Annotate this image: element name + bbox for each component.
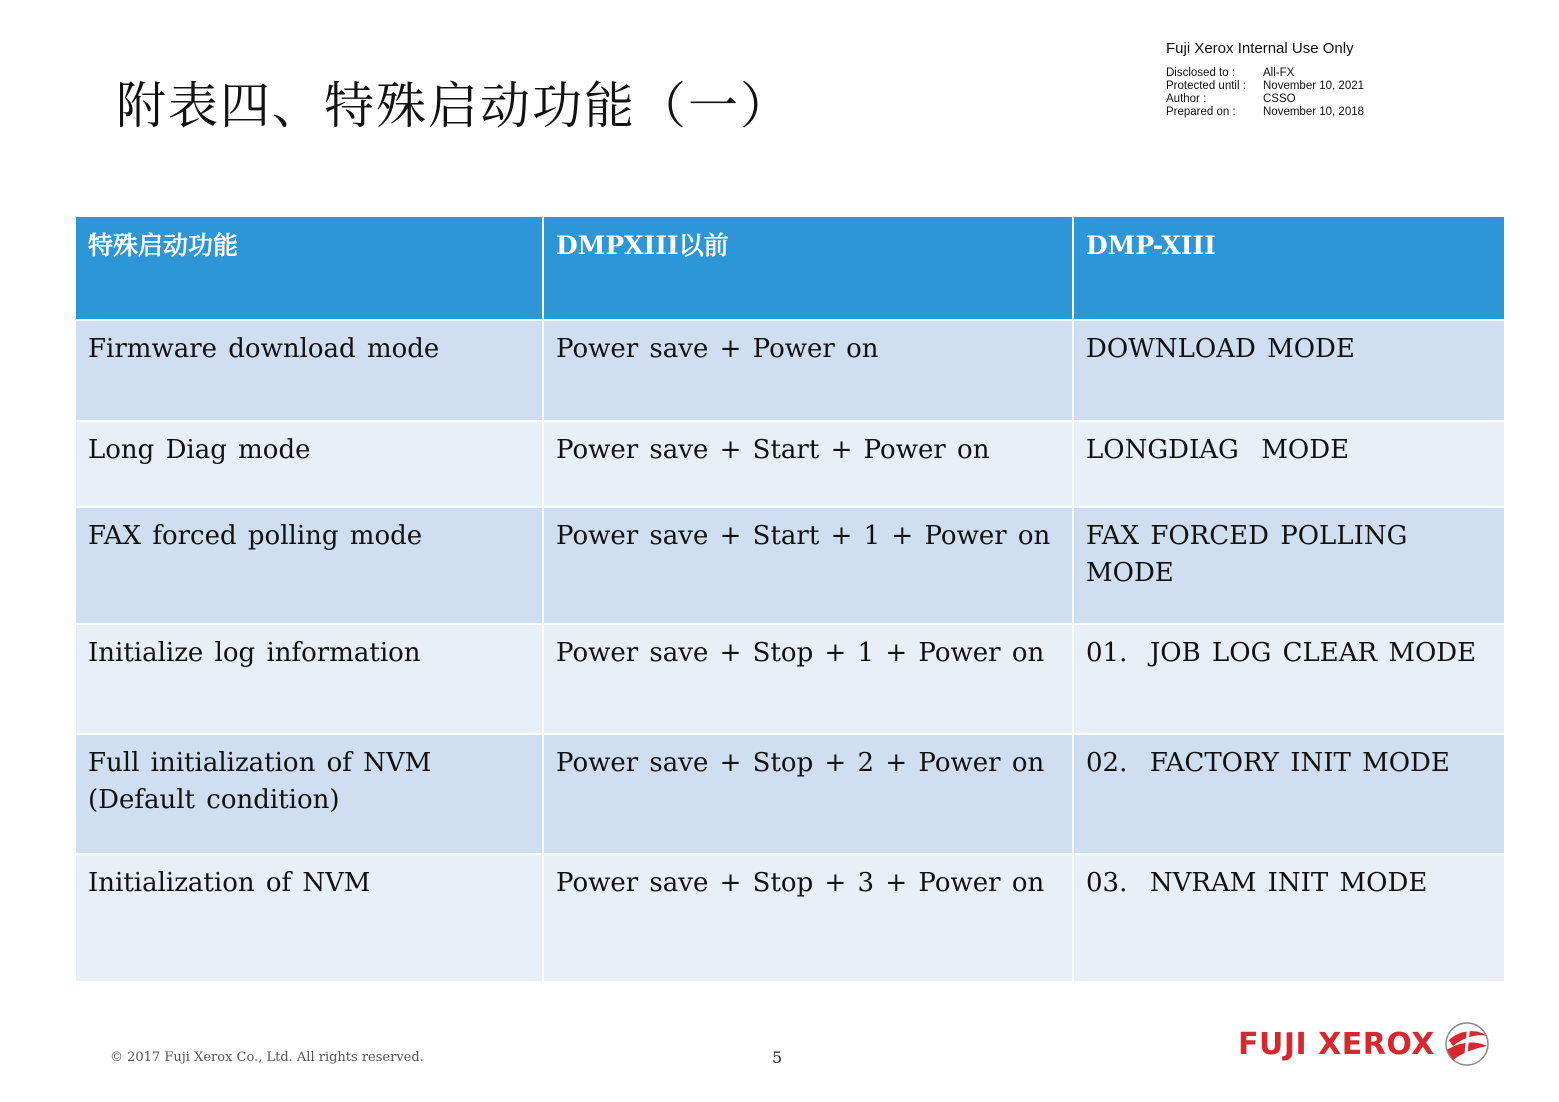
table-cell-before: Power save + Start + Power on bbox=[543, 421, 1073, 507]
table-cell-before: Power save + Stop + 1 + Power on bbox=[543, 624, 1073, 734]
classification-block bbox=[1166, 40, 1406, 119]
classification-value: CSSO bbox=[1263, 93, 1296, 105]
xerox-sphere-icon bbox=[1443, 1020, 1491, 1068]
classification-row bbox=[1166, 67, 1406, 80]
copyright-text: © 2017 Fuji Xerox Co., Ltd. All rights reserved. bbox=[110, 1050, 424, 1065]
table-row bbox=[75, 421, 1505, 507]
classification-row bbox=[1166, 93, 1406, 106]
classification-value: November 10, 2018 bbox=[1263, 106, 1365, 118]
table-cell-dmp-xiii: 02. FACTORY INIT MODE bbox=[1073, 734, 1505, 854]
startup-modes-table bbox=[74, 215, 1506, 983]
table-cell-dmp-xiii: 03. NVRAM INIT MODE bbox=[1073, 854, 1505, 982]
table-row bbox=[75, 624, 1505, 734]
page-title: 附表四、特殊启动功能（一） bbox=[116, 77, 792, 135]
table-cell-dmp-xiii: DOWNLOAD MODE bbox=[1073, 320, 1505, 421]
table-cell-before: Power save + Stop + 2 + Power on bbox=[543, 734, 1073, 854]
table-header-row bbox=[75, 216, 1505, 320]
classification-label: Disclosed to : bbox=[1166, 67, 1236, 79]
table-cell-dmp-xiii: FAX FORCED POLLING MODE bbox=[1073, 507, 1505, 624]
column-header-before-dmpxiii: DMPXIII以前 bbox=[543, 216, 1073, 320]
fuji-xerox-logo bbox=[1238, 1020, 1491, 1068]
classification-label: Protected until : bbox=[1166, 80, 1246, 92]
table-cell-function: Long Diag mode bbox=[75, 421, 543, 507]
table-cell-before: Power save + Power on bbox=[543, 320, 1073, 421]
classification-value: November 10, 2021 bbox=[1263, 80, 1365, 92]
table-row bbox=[75, 854, 1505, 982]
classification-row bbox=[1166, 80, 1406, 93]
table-cell-function: Firmware download mode bbox=[75, 320, 543, 421]
table-row bbox=[75, 320, 1505, 421]
table-row bbox=[75, 734, 1505, 854]
classification-rows bbox=[1166, 67, 1406, 119]
table-cell-before: Power save + Start + 1 + Power on bbox=[543, 507, 1073, 624]
page-number: 5 bbox=[772, 1048, 783, 1067]
classification-label: Author : bbox=[1166, 93, 1207, 105]
column-header-dmp-xiii: DMP-XIII bbox=[1073, 216, 1505, 320]
classification-value: All-FX bbox=[1263, 67, 1295, 79]
classification-label: Prepared on : bbox=[1166, 106, 1236, 118]
table-cell-function: Initialization of NVM bbox=[75, 854, 543, 982]
column-header-function: 特殊启动功能 bbox=[75, 216, 543, 320]
logo-wordmark: FUJI XEROX bbox=[1238, 1026, 1435, 1062]
table-cell-function: Full initialization of NVM (Default condition) bbox=[75, 734, 543, 854]
table-cell-before: Power save + Stop + 3 + Power on bbox=[543, 854, 1073, 982]
table-cell-dmp-xiii: 01. JOB LOG CLEAR MODE bbox=[1073, 624, 1505, 734]
classification-row bbox=[1166, 106, 1406, 119]
table-cell-dmp-xiii: LONGDIAG MODE bbox=[1073, 421, 1505, 507]
table-cell-function: Initialize log information bbox=[75, 624, 543, 734]
classification-heading: Fuji Xerox Internal Use Only bbox=[1166, 40, 1354, 57]
table-row bbox=[75, 507, 1505, 624]
table-cell-function: FAX forced polling mode bbox=[75, 507, 543, 624]
